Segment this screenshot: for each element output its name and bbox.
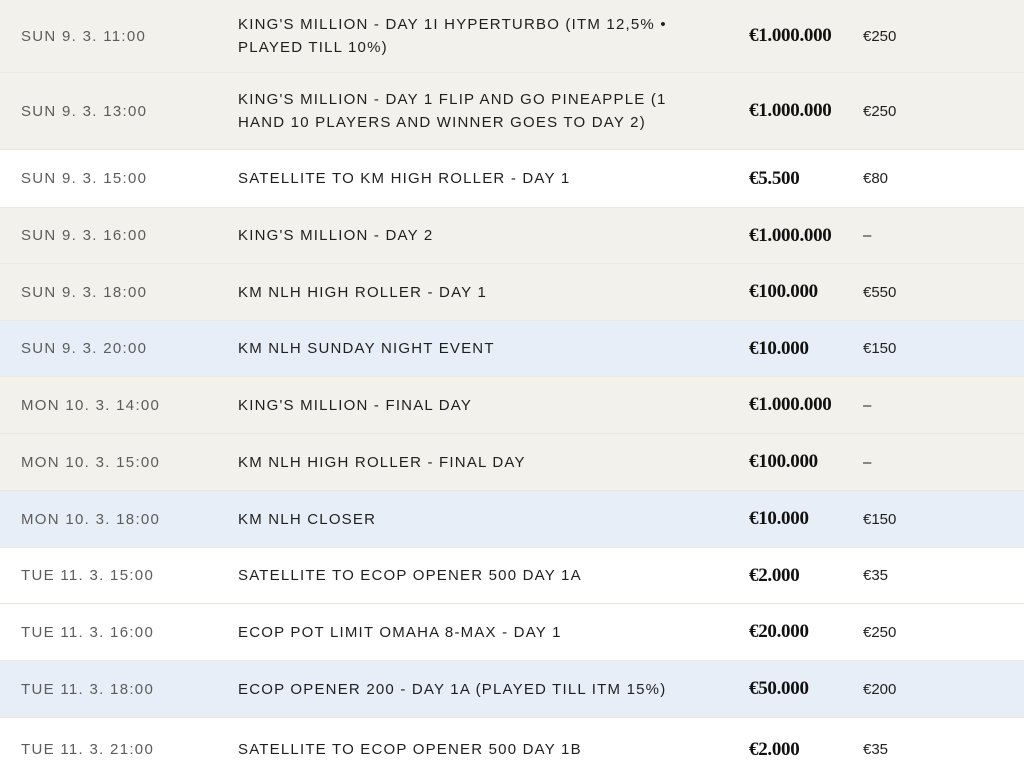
- event-name: KING'S MILLION - DAY 1I HYPERTURBO (ITM 12,5% • PLAYED TILL 10%): [238, 16, 667, 56]
- table-row[interactable]: [0, 321, 1024, 377]
- event-guarantee: €1.000.000: [749, 100, 832, 121]
- event-date: TUE 11. 3. 21:00: [21, 741, 155, 758]
- event-name: ECOP POT LIMIT OMAHA 8-MAX - DAY 1: [238, 623, 562, 641]
- event-name: ECOP OPENER 200 - DAY 1A (PLAYED TILL ITM 15%): [238, 680, 667, 698]
- event-date: TUE 11. 3. 16:00: [21, 623, 155, 641]
- table-row[interactable]: [0, 377, 1024, 434]
- event-buyin: €250: [863, 102, 897, 120]
- event-date: SUN 9. 3. 18:00: [21, 283, 148, 301]
- event-buyin: –: [863, 227, 872, 244]
- table-row[interactable]: [0, 718, 1024, 781]
- event-buyin: €550: [863, 283, 897, 301]
- event-buyin: €35: [863, 567, 889, 584]
- event-guarantee: €50.000: [749, 678, 809, 699]
- table-row[interactable]: [0, 150, 1024, 208]
- event-buyin: €150: [863, 340, 897, 357]
- event-guarantee: €100.000: [749, 451, 818, 472]
- event-buyin: €200: [863, 680, 897, 698]
- event-date: TUE 11. 3. 18:00: [21, 680, 155, 698]
- event-buyin: –: [863, 453, 872, 471]
- table-row[interactable]: [0, 264, 1024, 321]
- event-date: MON 10. 3. 15:00: [21, 453, 161, 471]
- event-guarantee: €10.000: [749, 508, 809, 529]
- event-name: SATELLITE TO KM HIGH ROLLER - DAY 1: [238, 170, 571, 187]
- event-date: SUN 9. 3. 15:00: [21, 170, 148, 187]
- event-date: TUE 11. 3. 15:00: [21, 567, 155, 584]
- event-buyin: –: [863, 396, 872, 414]
- table-row[interactable]: [0, 491, 1024, 548]
- event-buyin: €150: [863, 510, 897, 528]
- event-guarantee: €1.000.000: [749, 394, 832, 415]
- event-guarantee: €5.500: [749, 167, 800, 189]
- event-buyin: €250: [863, 27, 897, 45]
- event-guarantee: €2.000: [749, 738, 800, 760]
- table-row[interactable]: [0, 434, 1024, 491]
- event-date: MON 10. 3. 18:00: [21, 510, 161, 528]
- event-date: SUN 9. 3. 16:00: [21, 227, 148, 244]
- event-guarantee: €1.000.000: [749, 224, 832, 246]
- event-buyin: €35: [863, 741, 889, 758]
- event-date: SUN 9. 3. 13:00: [21, 102, 148, 120]
- event-buyin: €80: [863, 170, 889, 187]
- event-guarantee: €20.000: [749, 621, 809, 642]
- event-guarantee: €1.000.000: [749, 25, 832, 46]
- event-date: SUN 9. 3. 20:00: [21, 340, 148, 357]
- event-name: KM NLH SUNDAY NIGHT EVENT: [238, 340, 495, 357]
- event-date: SUN 9. 3. 11:00: [21, 27, 147, 45]
- event-name: KM NLH HIGH ROLLER - FINAL DAY: [238, 453, 526, 471]
- event-name: KM NLH HIGH ROLLER - DAY 1: [238, 283, 488, 301]
- event-buyin: €250: [863, 623, 897, 641]
- table-row[interactable]: [0, 73, 1024, 150]
- table-row[interactable]: [0, 0, 1024, 73]
- table-row[interactable]: [0, 604, 1024, 661]
- event-date: MON 10. 3. 14:00: [21, 396, 161, 414]
- event-name: KM NLH CLOSER: [238, 510, 377, 528]
- table-row[interactable]: [0, 208, 1024, 264]
- event-name: KING'S MILLION - DAY 2: [238, 227, 434, 244]
- event-name: KING'S MILLION - DAY 1 FLIP AND GO PINEAPPLE (1 HAND 10 PLAYERS AND WINNER GOES TO DAY 2): [238, 91, 667, 131]
- event-name: KING'S MILLION - FINAL DAY: [238, 396, 473, 414]
- event-guarantee: €2.000: [749, 564, 800, 586]
- event-guarantee: €10.000: [749, 337, 809, 359]
- table-row[interactable]: [0, 548, 1024, 604]
- event-name: SATELLITE TO ECOP OPENER 500 DAY 1A: [238, 567, 582, 584]
- event-name: SATELLITE TO ECOP OPENER 500 DAY 1B: [238, 741, 582, 758]
- table-row[interactable]: [0, 661, 1024, 718]
- event-guarantee: €100.000: [749, 281, 818, 302]
